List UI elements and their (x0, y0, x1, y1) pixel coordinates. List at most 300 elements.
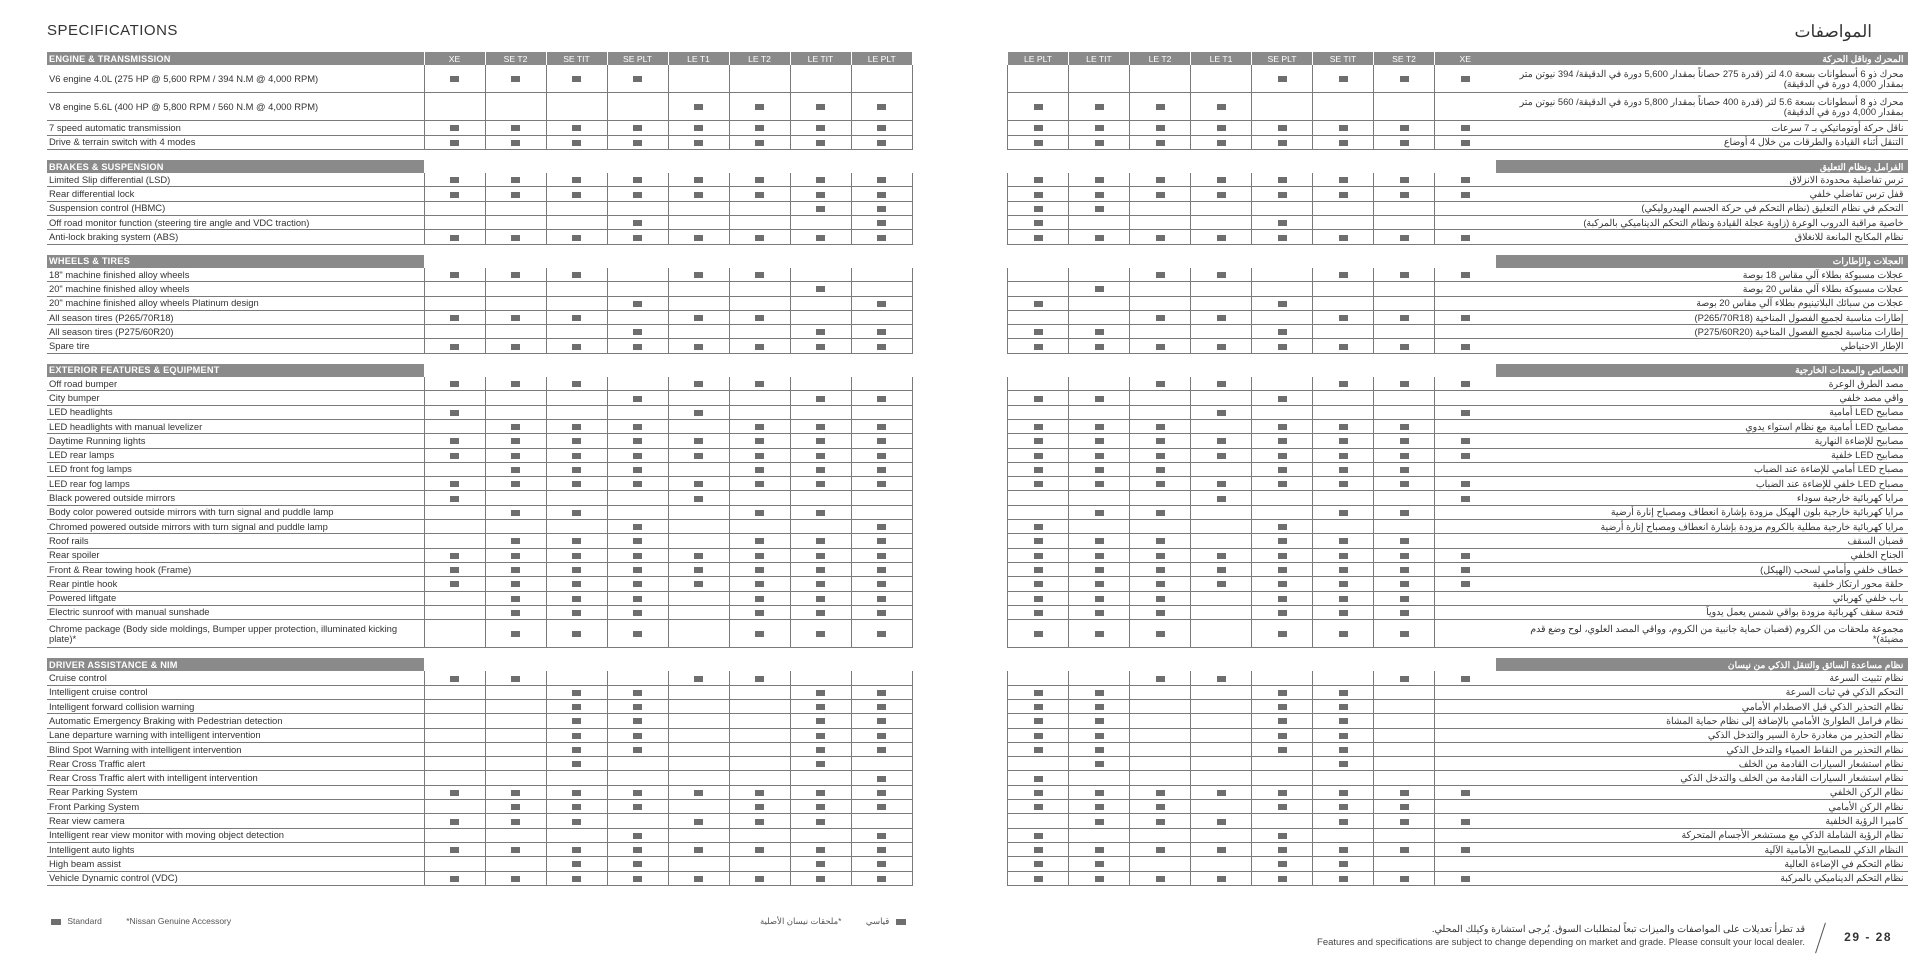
grade-cell (424, 620, 485, 648)
grade-cell (424, 685, 485, 699)
standard-mark-icon (694, 177, 703, 183)
standard-mark-icon (877, 329, 886, 335)
grade-cell (485, 699, 546, 713)
grade-cell (424, 857, 485, 871)
grade-cell (1130, 230, 1191, 244)
feature-label-en: LED rear lamps (47, 448, 424, 462)
grade-cell (1313, 728, 1374, 742)
grade-cell (1130, 93, 1191, 121)
grade-cell (1252, 268, 1313, 282)
grade-cell (1313, 310, 1374, 324)
grade-cell (851, 434, 912, 448)
standard-mark-icon (1034, 481, 1043, 487)
grade-cell (424, 121, 485, 135)
grade-cell (607, 671, 668, 685)
table-row (47, 591, 912, 605)
standard-mark-icon (511, 567, 520, 573)
grade-cell (729, 65, 790, 93)
standard-mark-icon (1461, 819, 1470, 825)
grade-cell (546, 391, 607, 405)
standard-mark-icon (877, 581, 886, 587)
grade-cell (851, 562, 912, 576)
grade-cell (851, 173, 912, 187)
grade-cell (1191, 121, 1252, 135)
standard-mark-icon (1217, 315, 1226, 321)
grade-cell (607, 548, 668, 562)
grade-cell (1008, 520, 1069, 534)
grade-cell (790, 562, 851, 576)
grade-cell (1374, 757, 1435, 771)
grade-cell (546, 419, 607, 433)
standard-mark-icon (1400, 438, 1409, 444)
standard-mark-icon (572, 140, 581, 146)
standard-mark-icon (1156, 676, 1165, 682)
standard-mark-icon (1339, 192, 1348, 198)
grade-cell (607, 135, 668, 149)
grade-cell (1191, 591, 1252, 605)
grade-cell (607, 268, 668, 282)
standard-mark-icon (1278, 329, 1287, 335)
grade-header-blank (1435, 160, 1496, 173)
standard-mark-icon (511, 272, 520, 278)
standard-mark-icon (755, 847, 764, 853)
grade-cell (851, 310, 912, 324)
standard-mark-icon (1095, 538, 1104, 544)
standard-mark-icon (633, 747, 642, 753)
grade-cell (424, 405, 485, 419)
standard-mark-icon (877, 396, 886, 402)
standard-mark-icon (511, 676, 520, 682)
legend-ar (760, 916, 910, 927)
grade-cell (1374, 173, 1435, 187)
standard-mark-icon (1095, 861, 1104, 867)
grade-cell (729, 605, 790, 619)
standard-mark-icon (1400, 538, 1409, 544)
table-row (1008, 296, 1908, 310)
grade-header-blank (851, 658, 912, 671)
grade-cell (485, 405, 546, 419)
standard-mark-icon (572, 733, 581, 739)
table-row (47, 814, 912, 828)
grade-cell (1313, 296, 1374, 310)
grade-cell (485, 828, 546, 842)
standard-mark-icon (511, 610, 520, 616)
grade-header-blank (1130, 658, 1191, 671)
table-row (1008, 230, 1908, 244)
feature-label-en: Rear view camera (47, 814, 424, 828)
feature-label-ar: مصد الطرق الوعرة (1496, 377, 1908, 391)
grade-cell (485, 448, 546, 462)
grade-cell (485, 391, 546, 405)
grade-cell (1252, 391, 1313, 405)
grade-cell (607, 173, 668, 187)
grade-cell (1435, 419, 1496, 433)
standard-mark-icon (1400, 177, 1409, 183)
grade-cell (424, 505, 485, 519)
grade-cell (424, 699, 485, 713)
grade-cell (1069, 216, 1130, 230)
standard-mark-icon (1095, 140, 1104, 146)
grade-cell (1435, 548, 1496, 562)
grade-cell (485, 201, 546, 215)
grade-cell (1252, 325, 1313, 339)
grade-cell (1130, 685, 1191, 699)
feature-label-en: Rear differential lock (47, 187, 424, 201)
grade-cell (1191, 230, 1252, 244)
standard-mark-icon (1278, 610, 1287, 616)
grade-cell (1374, 785, 1435, 799)
feature-label-en: Powered liftgate (47, 591, 424, 605)
grade-cell (1313, 620, 1374, 648)
standard-mark-icon (877, 453, 886, 459)
grade-cell (668, 339, 729, 353)
grade-cell (1130, 562, 1191, 576)
feature-label-ar: حلقة محور ارتكاز خلفية (1496, 577, 1908, 591)
grade-header-blank (1435, 658, 1496, 671)
grade-cell (790, 577, 851, 591)
grade-cell (485, 742, 546, 756)
standard-mark-icon (1461, 177, 1470, 183)
grade-cell (1008, 173, 1069, 187)
grade-cell (424, 391, 485, 405)
standard-mark-icon (572, 192, 581, 198)
grade-cell (1313, 339, 1374, 353)
grade-cell (1191, 714, 1252, 728)
standard-mark-icon (633, 861, 642, 867)
standard-mark-icon (51, 919, 61, 925)
section-header-ar: الخصائص والمعدات الخارجية (1496, 364, 1908, 377)
standard-mark-icon (877, 344, 886, 350)
grade-cell (790, 685, 851, 699)
table-row (1008, 477, 1908, 491)
grade-cell (1069, 491, 1130, 505)
standard-mark-icon (1034, 804, 1043, 810)
grade-cell (668, 814, 729, 828)
table-row (1008, 93, 1908, 121)
grade-cell (790, 871, 851, 885)
standard-mark-icon (1461, 496, 1470, 502)
standard-mark-icon (1095, 733, 1104, 739)
grade-cell (1313, 268, 1374, 282)
standard-mark-icon (1034, 125, 1043, 131)
grade-cell (790, 714, 851, 728)
standard-mark-icon (1095, 329, 1104, 335)
grade-cell (1313, 591, 1374, 605)
grade-cell (424, 268, 485, 282)
grade-cell (1191, 771, 1252, 785)
standard-mark-icon (450, 344, 459, 350)
standard-mark-icon (1278, 424, 1287, 430)
grade-cell (1252, 230, 1313, 244)
grade-cell (1069, 268, 1130, 282)
grade-header-blank (1191, 658, 1252, 671)
standard-mark-icon (1156, 481, 1165, 487)
grade-cell (790, 282, 851, 296)
grade-header-blank (546, 658, 607, 671)
standard-mark-icon (1400, 631, 1409, 637)
grade-cell (546, 785, 607, 799)
grade-cell (607, 605, 668, 619)
feature-label-en: Rear Parking System (47, 785, 424, 799)
grade-cell (851, 577, 912, 591)
standard-mark-icon (633, 553, 642, 559)
standard-mark-icon (755, 424, 764, 430)
table-row (1008, 771, 1908, 785)
grade-cell (1069, 65, 1130, 93)
grade-cell (729, 548, 790, 562)
standard-mark-icon (1217, 344, 1226, 350)
grade-cell (424, 325, 485, 339)
grade-cell (1191, 620, 1252, 648)
grade-cell (1130, 187, 1191, 201)
grade-cell (1374, 548, 1435, 562)
standard-mark-icon (633, 467, 642, 473)
grade-header-blank (1313, 364, 1374, 377)
grade-cell (1313, 548, 1374, 562)
standard-mark-icon (1034, 690, 1043, 696)
standard-mark-icon (755, 631, 764, 637)
grade-cell (1008, 216, 1069, 230)
table-row (47, 520, 912, 534)
standard-mark-icon (633, 596, 642, 602)
standard-mark-icon (572, 861, 581, 867)
grade-cell (851, 391, 912, 405)
grade-cell (424, 282, 485, 296)
grade-cell (1008, 828, 1069, 842)
standard-mark-icon (450, 481, 459, 487)
grade-cell (1435, 377, 1496, 391)
grade-header-blank (729, 160, 790, 173)
standard-mark-icon (1461, 876, 1470, 882)
standard-mark-icon (450, 676, 459, 682)
grade-cell (1191, 310, 1252, 324)
grade-cell (1435, 534, 1496, 548)
grade-cell (485, 282, 546, 296)
grade-cell (668, 121, 729, 135)
standard-mark-icon (511, 125, 520, 131)
standard-mark-icon (816, 790, 825, 796)
spacer-cell (47, 648, 912, 659)
standard-mark-icon (755, 125, 764, 131)
grade-cell (1008, 671, 1069, 685)
standard-mark-icon (572, 567, 581, 573)
grade-cell (1252, 577, 1313, 591)
spec-table-ar (1007, 52, 1908, 886)
grade-cell (790, 310, 851, 324)
standard-mark-icon (1095, 125, 1104, 131)
standard-mark-icon (1339, 804, 1348, 810)
standard-mark-icon (1156, 631, 1165, 637)
grade-cell (1191, 65, 1252, 93)
feature-label-ar: التحكم الذكي في ثبات السرعة (1496, 685, 1908, 699)
grade-header: LE PLT (1008, 52, 1069, 65)
grade-cell (851, 296, 912, 310)
grade-cell (546, 93, 607, 121)
grade-cell (851, 685, 912, 699)
feature-label-en: Anti-lock braking system (ABS) (47, 230, 424, 244)
standard-mark-icon (1034, 861, 1043, 867)
table-row (1008, 671, 1908, 685)
grade-cell (424, 377, 485, 391)
standard-mark-icon (816, 876, 825, 882)
feature-label-en: Rear spoiler (47, 548, 424, 562)
grade-cell (1252, 548, 1313, 562)
grade-header-blank (1374, 658, 1435, 671)
grade-cell (790, 757, 851, 771)
grade-cell (485, 685, 546, 699)
table-row (1008, 871, 1908, 885)
standard-mark-icon (1278, 301, 1287, 307)
standard-mark-icon (1034, 776, 1043, 782)
grade-cell (424, 785, 485, 799)
grade-cell (729, 173, 790, 187)
standard-mark-icon (450, 847, 459, 853)
grade-cell (1069, 548, 1130, 562)
grade-cell (1008, 391, 1069, 405)
grade-cell (851, 871, 912, 885)
grade-cell (1313, 757, 1374, 771)
grade-cell (424, 201, 485, 215)
standard-mark-icon (694, 140, 703, 146)
grade-cell (668, 296, 729, 310)
grade-cell (729, 771, 790, 785)
standard-mark-icon (1034, 206, 1043, 212)
table-row (47, 230, 912, 244)
grade-cell (1069, 391, 1130, 405)
table-row (47, 742, 912, 756)
standard-mark-icon (877, 220, 886, 226)
grade-cell (729, 121, 790, 135)
standard-mark-icon (633, 538, 642, 544)
standard-mark-icon (877, 718, 886, 724)
grade-header-blank (607, 255, 668, 268)
grade-cell (1313, 814, 1374, 828)
standard-mark-icon (816, 804, 825, 810)
grade-cell (790, 800, 851, 814)
standard-mark-icon (1278, 861, 1287, 867)
grade-cell (1191, 325, 1252, 339)
table-row (47, 296, 912, 310)
table-row (1008, 491, 1908, 505)
standard-mark-icon (1095, 761, 1104, 767)
standard-mark-icon (1278, 790, 1287, 796)
grade-cell (485, 434, 546, 448)
grade-cell (485, 310, 546, 324)
spacer-cell (1008, 149, 1908, 160)
grade-cell (546, 814, 607, 828)
grade-cell (851, 591, 912, 605)
standard-mark-icon (1339, 581, 1348, 587)
table-row (47, 605, 912, 619)
standard-mark-icon (572, 177, 581, 183)
table-row (47, 477, 912, 491)
standard-mark-icon (450, 453, 459, 459)
standard-mark-icon (1461, 315, 1470, 321)
feature-label-en: Intelligent auto lights (47, 842, 424, 856)
grade-cell (607, 562, 668, 576)
table-row (47, 65, 912, 93)
standard-mark-icon (694, 581, 703, 587)
grade-cell (1130, 462, 1191, 476)
standard-mark-icon (877, 192, 886, 198)
table-row (47, 377, 912, 391)
grade-cell (1191, 800, 1252, 814)
grade-cell (790, 671, 851, 685)
standard-mark-icon (1156, 510, 1165, 516)
feature-label-en: Lane departure warning with intelligent intervention (47, 728, 424, 742)
grade-cell (729, 671, 790, 685)
standard-mark-icon (633, 631, 642, 637)
page-title-en: SPECIFICATIONS (47, 22, 178, 39)
feature-label-ar: إطارات مناسبة لجميع الفصول المناخية (P265/70R18) (1496, 310, 1908, 324)
grade-cell (851, 505, 912, 519)
standard-mark-icon (694, 272, 703, 278)
grade-cell (729, 310, 790, 324)
standard-mark-icon (1339, 790, 1348, 796)
grade-cell (1435, 742, 1496, 756)
standard-mark-icon (572, 467, 581, 473)
grade-cell (1313, 785, 1374, 799)
standard-mark-icon (877, 596, 886, 602)
standard-mark-icon (816, 329, 825, 335)
standard-mark-icon (755, 104, 764, 110)
grade-cell (1374, 325, 1435, 339)
table-row (1008, 173, 1908, 187)
table-row (47, 842, 912, 856)
grade-cell (1130, 771, 1191, 785)
standard-mark-icon (572, 125, 581, 131)
standard-mark-icon (1339, 140, 1348, 146)
standard-mark-icon (1278, 704, 1287, 710)
standard-mark-icon (1461, 676, 1470, 682)
feature-label-ar: مرايا كهربائية خارجية مطلية بالكروم مزودة بإشارة انعطاف ومصباح إنارة أرضية (1496, 520, 1908, 534)
standard-mark-icon (816, 424, 825, 430)
grade-cell (485, 605, 546, 619)
table-row (47, 173, 912, 187)
standard-mark-icon (1217, 104, 1226, 110)
grade-cell (485, 491, 546, 505)
table-row (47, 216, 912, 230)
standard-mark-icon (1095, 286, 1104, 292)
grade-cell (1069, 742, 1130, 756)
standard-mark-icon (1217, 125, 1226, 131)
standard-mark-icon (694, 876, 703, 882)
grade-header-blank (1191, 160, 1252, 173)
standard-mark-icon (1461, 847, 1470, 853)
grade-cell (1008, 685, 1069, 699)
grade-cell (1008, 491, 1069, 505)
standard-mark-icon (1095, 206, 1104, 212)
grade-cell (485, 230, 546, 244)
grade-cell (1435, 339, 1496, 353)
standard-mark-icon (1095, 177, 1104, 183)
grade-cell (668, 699, 729, 713)
standard-mark-icon (1217, 272, 1226, 278)
grade-cell (1069, 121, 1130, 135)
standard-mark-icon (877, 733, 886, 739)
standard-mark-icon (1400, 581, 1409, 587)
grade-cell (729, 339, 790, 353)
grade-cell (1130, 173, 1191, 187)
grade-cell (424, 605, 485, 619)
standard-mark-icon (1034, 610, 1043, 616)
grade-cell (851, 800, 912, 814)
section-spacer (1008, 244, 1908, 255)
feature-label-ar: مصابيح LED خلفية (1496, 448, 1908, 462)
grade-cell (1435, 491, 1496, 505)
feature-label-en: Suspension control (HBMC) (47, 201, 424, 215)
grade-cell (668, 491, 729, 505)
